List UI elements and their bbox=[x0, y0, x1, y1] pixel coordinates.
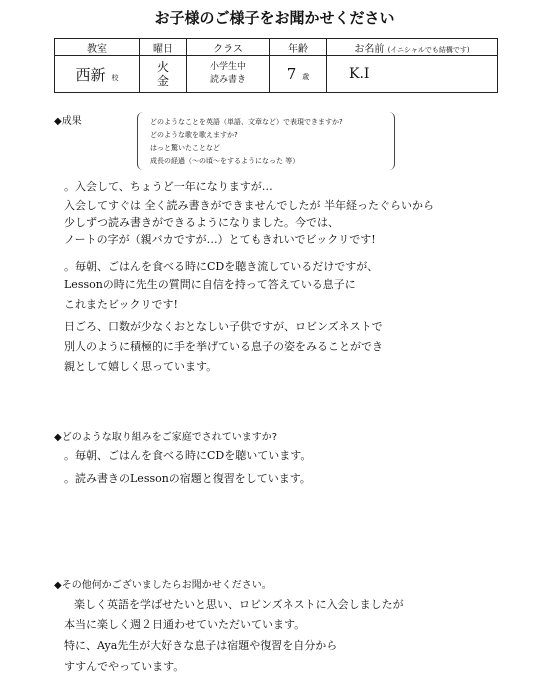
section-results-label: ◆成果 bbox=[54, 116, 82, 127]
name-value: K.I bbox=[349, 66, 370, 82]
results-line: 。入会して、ちょうど一年になりますが… bbox=[64, 180, 273, 193]
results-line: ノートの字が（親バカですが…）とてもきれいでビックリです! bbox=[64, 233, 376, 246]
hint-line: どのようなことを英語（単語、文章など）で表現できますか? bbox=[150, 118, 343, 126]
class-value-1: 小学生中 bbox=[209, 62, 246, 72]
cell-class bbox=[187, 56, 270, 93]
header-name bbox=[327, 39, 498, 56]
section-other-label: ◆その他何かございましたらお聞かせください。 bbox=[54, 580, 272, 591]
header-class: クラス bbox=[187, 39, 270, 56]
hint-line: 成長の経過（～の頃～をするようになった 等） bbox=[150, 157, 300, 165]
info-table bbox=[54, 38, 498, 93]
section-home-efforts-label: ◆どのような取り組みをご家庭でされていますか? bbox=[54, 432, 277, 443]
results-line: 入会してすぐは 全く読み書きができませんでしたが 半年経ったぐらいから bbox=[64, 199, 434, 212]
classroom-value: 西新 bbox=[75, 65, 106, 84]
results-line: Lessonの時に先生の質問に自信を持って答えている息子に bbox=[64, 278, 356, 291]
class-value-2: 読み書き bbox=[209, 75, 246, 85]
other-line: 特に、Aya先生が大好きな息子は宿題や復習を自分から bbox=[64, 639, 338, 652]
cell-age bbox=[270, 56, 327, 93]
hint-line: どのような歌を歌えますか? bbox=[150, 131, 238, 139]
header-name-label: お名前 bbox=[354, 43, 385, 55]
home-efforts-line: 。毎朝、ごはんを食べる時にCDを聴いています。 bbox=[64, 449, 312, 462]
cell-name bbox=[327, 56, 498, 93]
results-line: 少しずつ読み書きができるようになりました。今では、 bbox=[64, 216, 339, 229]
cell-classroom bbox=[55, 56, 140, 93]
form-title: お子様のご様子をお聞かせください bbox=[154, 9, 395, 27]
header-classroom: 教室 bbox=[55, 39, 140, 56]
results-line: これまたビックリです! bbox=[64, 298, 178, 311]
header-day: 曜日 bbox=[140, 39, 187, 56]
header-age: 年齢 bbox=[270, 39, 327, 56]
other-line: すすんでやっています。 bbox=[64, 660, 185, 673]
results-line: 。毎朝、ごはんを食べる時にCDを聴き流しているだけですが、 bbox=[64, 260, 379, 273]
cell-day bbox=[140, 56, 187, 93]
age-suffix: 歳 bbox=[302, 73, 310, 81]
results-line: 日ごろ、口数が少なくおとなしい子供ですが、ロビンズネストで bbox=[64, 320, 383, 333]
hint-line: はっと驚いたことなど bbox=[150, 144, 220, 152]
age-value: 7 bbox=[286, 65, 297, 83]
results-line: 別人のように積極的に手を挙げている息子の姿をみることができ bbox=[64, 340, 383, 353]
day-value-1: 火 bbox=[156, 60, 169, 74]
classroom-suffix: 校 bbox=[111, 73, 119, 82]
header-name-note: (イニシャルでも結構です) bbox=[387, 45, 470, 54]
day-value-2: 金 bbox=[156, 74, 169, 88]
home-efforts-line: 。読み書きのLessonの宿題と復習をしています。 bbox=[64, 472, 311, 485]
other-line: 楽しく英語を学ばせたいと思い、ロビンズネストに入会しましたが bbox=[74, 598, 404, 611]
other-line: 本当に楽しく週２日通わせていただいています。 bbox=[64, 618, 306, 631]
results-line: 親として嬉しく思っています。 bbox=[64, 360, 218, 373]
